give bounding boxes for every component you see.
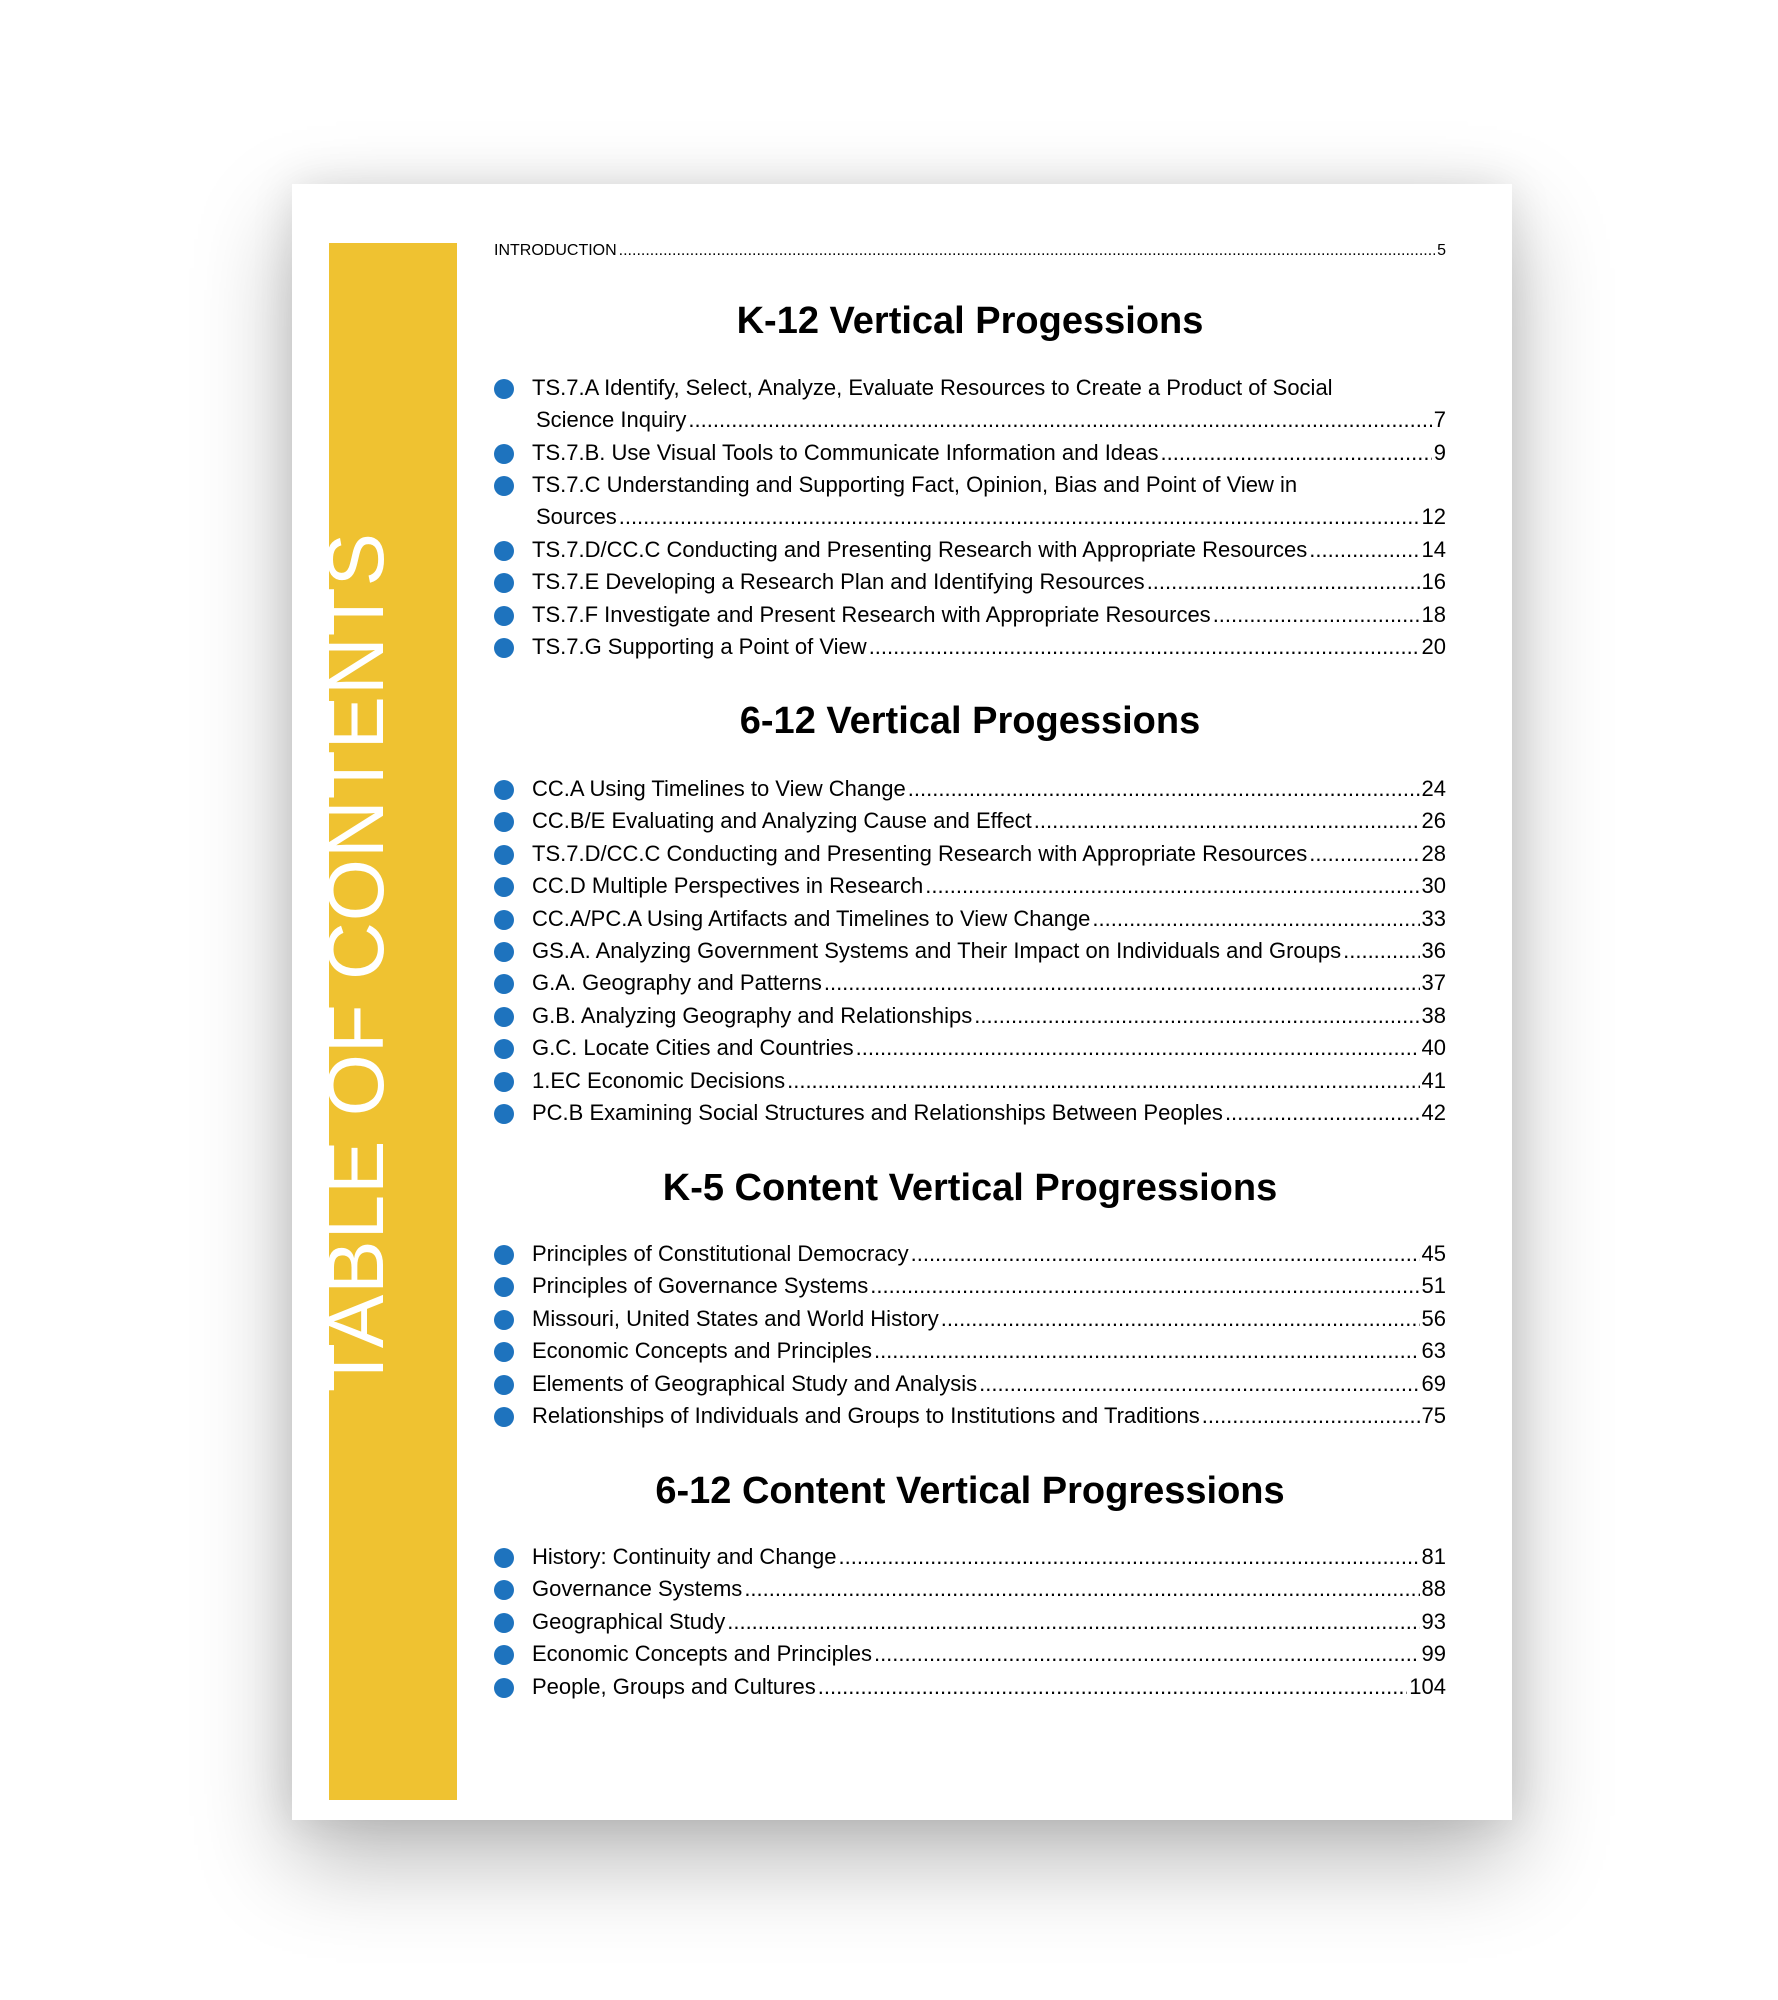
bullet-icon <box>494 942 514 962</box>
toc-entry-label: G.A. Geography and Patterns <box>532 970 822 996</box>
toc-entry-page: 40 <box>1421 1035 1446 1061</box>
dot-leader <box>1092 903 1419 935</box>
dot-leader <box>744 1573 1419 1605</box>
section-title: K-12 Vertical Progessions <box>736 300 1204 342</box>
dot-leader <box>818 1671 1408 1703</box>
dot-leader <box>1309 534 1419 566</box>
toc-entry[interactable] <box>494 1368 1446 1400</box>
toc-entry-label: History: Continuity and Change <box>532 1544 837 1569</box>
dot-leader <box>925 870 1419 902</box>
toc-entry[interactable] <box>494 631 1446 663</box>
toc-entry-page: 81 <box>1421 1544 1446 1569</box>
toc-entry-label: People, Groups and Cultures <box>532 1673 816 1699</box>
table-of-contents <box>494 242 1446 1699</box>
toc-entry-page: 33 <box>1421 905 1446 931</box>
dot-leader <box>979 1368 1419 1400</box>
toc-entry-page: 41 <box>1421 1067 1446 1093</box>
toc-entry-page: 20 <box>1421 634 1446 660</box>
toc-entry[interactable] <box>494 1541 1446 1573</box>
bullet-icon <box>494 444 514 464</box>
toc-entry-label: Geographical Study <box>532 1608 726 1634</box>
toc-entry-page: 99 <box>1421 1641 1446 1667</box>
bullet-icon <box>494 1407 514 1427</box>
section-title: 6-12 Vertical Progessions <box>739 700 1201 742</box>
toc-entry[interactable] <box>494 1238 1446 1270</box>
toc-entry-label: Principles of Constitutional Democracy <box>532 1241 909 1266</box>
toc-entry[interactable] <box>494 903 1446 935</box>
toc-entry-page: 12 <box>1421 504 1446 530</box>
toc-entry-page: 75 <box>1421 1403 1446 1428</box>
toc-entry-label: TS.7.F Investigate and Present Research with Appropriate Resources <box>532 601 1211 627</box>
dot-leader <box>869 631 1420 663</box>
toc-entry-label: TS.7.D/CC.C Conducting and Presenting Research with Appropriate Resources <box>532 840 1308 866</box>
toc-entry-page: 51 <box>1421 1273 1446 1299</box>
dot-leader <box>727 1606 1419 1638</box>
toc-entry-page: 24 <box>1421 776 1446 801</box>
bullet-icon <box>494 541 514 561</box>
toc-entry-label: TS.7.G Supporting a Point of View <box>532 634 867 660</box>
toc-entry[interactable] <box>494 1097 1446 1129</box>
toc-entry-page: 38 <box>1421 1002 1446 1028</box>
toc-entry-label: CC.A/PC.A Using Artifacts and Timelines to View Change <box>532 905 1091 931</box>
toc-entry[interactable] <box>494 1303 1446 1335</box>
bullet-icon <box>494 1678 514 1698</box>
dot-leader <box>1202 1400 1420 1432</box>
toc-entry-label: Science Inquiry <box>536 407 687 432</box>
toc-entry-label: TS.7.C Understanding and Supporting Fact, Opinion, Bias and Point of View in <box>532 472 1298 498</box>
dot-leader <box>870 1270 1419 1302</box>
toc-entry-label: G.B. Analyzing Geography and Relationships <box>532 1002 973 1028</box>
toc-entry[interactable] <box>494 469 1446 533</box>
toc-entry-label: INTRODUCTION <box>494 242 617 259</box>
toc-entry-page: 36 <box>1421 938 1446 963</box>
toc-entry-label: Principles of Governance Systems <box>532 1273 869 1299</box>
toc-entry[interactable] <box>494 1032 1446 1064</box>
dot-leader <box>787 1065 1419 1097</box>
toc-entry-label: Economic Concepts and Principles <box>532 1338 872 1364</box>
toc-entry[interactable] <box>494 1000 1446 1032</box>
bullet-icon <box>494 379 514 399</box>
toc-entry[interactable] <box>494 566 1446 598</box>
bullet-icon <box>494 606 514 626</box>
dot-leader <box>1213 599 1420 631</box>
toc-entry-label: GS.A. Analyzing Government Systems and Their Impact on Individuals and Groups <box>532 938 1342 963</box>
toc-entry-label: G.C. Locate Cities and Countries <box>532 1035 854 1061</box>
dot-leader <box>839 1541 1420 1573</box>
toc-entry[interactable] <box>494 534 1446 566</box>
toc-entry-label: Economic Concepts and Principles <box>532 1641 872 1667</box>
dot-leader <box>856 1032 1420 1064</box>
dot-leader <box>619 242 1435 260</box>
bullet-icon <box>494 1310 514 1330</box>
toc-entry[interactable] <box>494 967 1446 999</box>
toc-entry[interactable] <box>494 1573 1446 1605</box>
toc-entry-page: 63 <box>1421 1338 1446 1364</box>
toc-entry-page: 104 <box>1409 1673 1446 1699</box>
toc-entry[interactable] <box>494 1606 1446 1638</box>
toc-entry-page: 88 <box>1421 1576 1446 1602</box>
dot-leader <box>874 1335 1420 1367</box>
bullet-icon <box>494 780 514 800</box>
bullet-icon <box>494 1007 514 1027</box>
toc-entry[interactable] <box>494 870 1446 902</box>
bullet-icon <box>494 1375 514 1395</box>
section-title: K-5 Content Vertical Progressions <box>662 1167 1278 1209</box>
toc-entry-page: 56 <box>1421 1305 1446 1331</box>
dot-leader <box>1034 805 1420 837</box>
toc-entry-page: 7 <box>1433 407 1446 432</box>
dot-leader <box>1343 935 1419 967</box>
bullet-icon <box>494 1104 514 1124</box>
toc-entry-page: 42 <box>1421 1100 1446 1125</box>
bullet-icon <box>494 1245 514 1265</box>
toc-entry-page: 93 <box>1421 1608 1446 1634</box>
toc-entry-label: Relationships of Individuals and Groups to Institutions and Traditions <box>532 1403 1200 1428</box>
toc-entry-page: 14 <box>1421 537 1446 562</box>
toc-entry-page: 16 <box>1421 569 1446 595</box>
bullet-icon <box>494 845 514 865</box>
toc-entry-page: 5 <box>1437 242 1446 259</box>
toc-entry-page: 18 <box>1421 601 1446 627</box>
toc-entry[interactable] <box>494 838 1446 870</box>
dot-leader <box>688 404 1431 436</box>
toc-entry-label: Sources <box>536 504 617 530</box>
dot-leader <box>1225 1097 1420 1129</box>
toc-entry-label: CC.A Using Timelines to View Change <box>532 776 906 801</box>
dot-leader <box>874 1638 1420 1670</box>
toc-entry-page: 45 <box>1421 1241 1446 1266</box>
toc-entry[interactable] <box>494 935 1446 967</box>
toc-entry-label: 1.EC Economic Decisions <box>532 1067 786 1093</box>
toc-entry[interactable] <box>494 1065 1446 1097</box>
dot-leader <box>974 1000 1419 1032</box>
dot-leader <box>941 1303 1420 1335</box>
toc-entry[interactable] <box>494 599 1446 631</box>
toc-entry-page: 69 <box>1421 1370 1446 1396</box>
toc-entry[interactable] <box>494 1270 1446 1302</box>
toc-entry-page: 37 <box>1421 970 1446 996</box>
toc-entry-label: CC.D Multiple Perspectives in Research <box>532 873 924 899</box>
dot-leader <box>911 1238 1420 1270</box>
toc-entry[interactable] <box>494 437 1446 469</box>
bullet-icon <box>494 1548 514 1568</box>
toc-entry-page: 28 <box>1421 840 1446 866</box>
toc-entry-label: Elements of Geographical Study and Analysis <box>532 1370 978 1396</box>
toc-entry[interactable] <box>494 1335 1446 1367</box>
toc-entry-page: 30 <box>1421 873 1446 899</box>
bullet-icon <box>494 1613 514 1633</box>
toc-entry-label: CC.B/E Evaluating and Analyzing Cause and Effect <box>532 808 1032 834</box>
document-page <box>292 184 1512 1820</box>
dot-leader <box>908 773 1420 805</box>
toc-entry-label: TS.7.B. Use Visual Tools to Communicate Information and Ideas <box>532 439 1159 465</box>
toc-entry[interactable] <box>494 1671 1446 1703</box>
dot-leader <box>619 501 1420 533</box>
toc-entry-label: Governance Systems <box>532 1576 743 1602</box>
dot-leader <box>824 967 1420 999</box>
toc-entry[interactable] <box>494 1400 1446 1432</box>
toc-entry-label: TS.7.D/CC.C Conducting and Presenting Research with Appropriate Resources <box>532 537 1308 562</box>
toc-entry-label: TS.7.E Developing a Research Plan and Identifying Resources <box>532 569 1145 595</box>
bullet-icon <box>494 910 514 930</box>
dot-leader <box>1147 566 1420 598</box>
toc-entry-label: Missouri, United States and World History <box>532 1305 939 1331</box>
toc-entry[interactable] <box>494 805 1446 837</box>
toc-entry-introduction[interactable] <box>494 242 1446 274</box>
dot-leader <box>1161 437 1432 469</box>
dot-leader <box>1309 838 1419 870</box>
toc-entry[interactable] <box>494 1638 1446 1670</box>
section-title: 6-12 Content Vertical Progressions <box>655 1470 1285 1512</box>
toc-entry-page: 26 <box>1421 808 1446 834</box>
toc-entry[interactable] <box>494 773 1446 805</box>
bullet-icon <box>494 1072 514 1092</box>
toc-entry[interactable] <box>494 372 1446 436</box>
toc-entry-page: 9 <box>1433 439 1446 465</box>
toc-entry-label: TS.7.A Identify, Select, Analyze, Evaluate Resources to Create a Product of Social <box>532 375 1333 400</box>
toc-entry-label: PC.B Examining Social Structures and Relationships Between Peoples <box>532 1100 1223 1125</box>
sidebar-title-text: TABLE OF CONTENTS <box>311 531 400 1393</box>
